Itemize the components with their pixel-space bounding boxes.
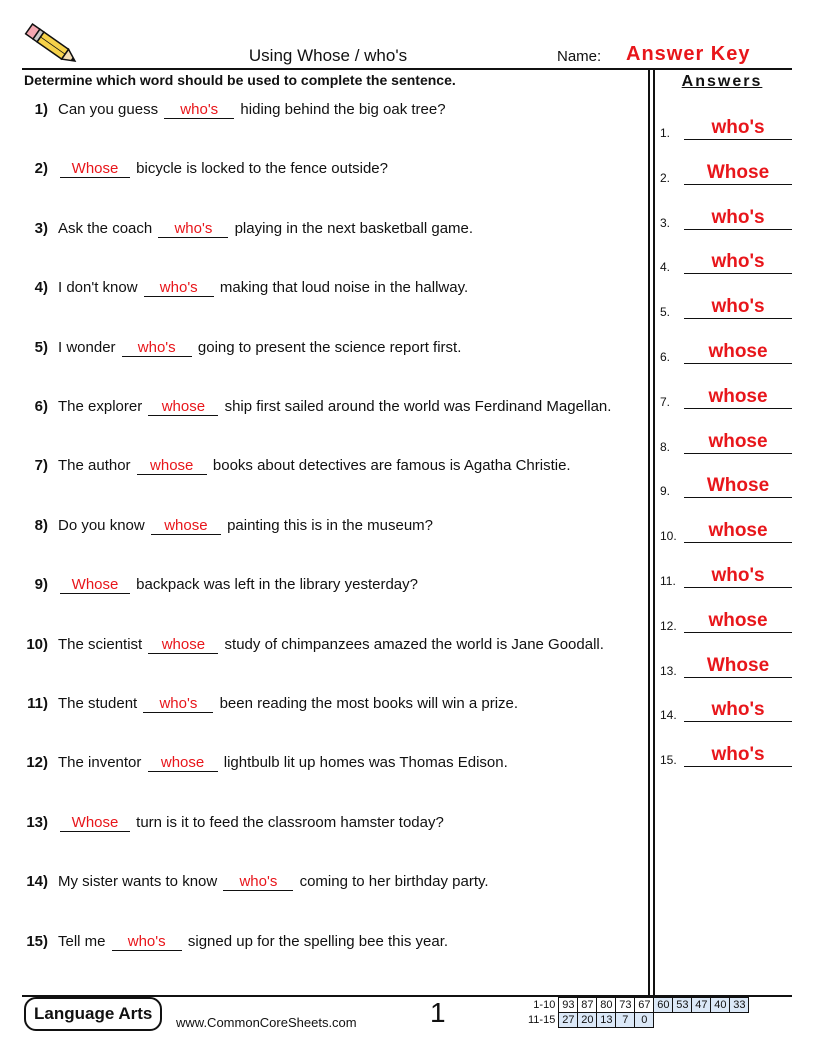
question-text-after: lightbulb lit up homes was Thomas Edison.: [223, 754, 508, 772]
score-cell: 40: [711, 998, 730, 1013]
question-row: [24, 279, 644, 297]
score-row-label: 1-10: [533, 999, 556, 1011]
question-text-before: Tell me: [58, 932, 106, 950]
question-text-before: My sister wants to know: [58, 873, 218, 891]
question-number: 15): [26, 932, 48, 950]
question-number: 12): [26, 754, 48, 772]
answer-key-number: 2.: [660, 170, 671, 185]
answer-key-value: who's: [684, 565, 792, 588]
answer-blank: whose: [137, 457, 207, 475]
score-cell: 53: [673, 998, 692, 1013]
question-text-after: hiding behind the big oak tree?: [240, 101, 446, 118]
top-divider: [22, 68, 792, 70]
question-number: 3): [34, 219, 48, 237]
score-cell: 20: [578, 1013, 597, 1028]
question-text-before: I don't know: [58, 279, 138, 297]
answer-key-value: Whose: [684, 655, 792, 678]
score-cell: 33: [730, 998, 749, 1013]
question-number: 4): [34, 279, 48, 297]
question-row: [24, 160, 644, 178]
question-number: 1): [34, 101, 48, 118]
score-cell: 80: [597, 998, 616, 1013]
answer-key-number: 6.: [660, 350, 671, 364]
answer-key-value: who's: [684, 117, 792, 140]
answer-key-row: [660, 340, 792, 364]
answer-key-value: whose: [684, 520, 792, 543]
question-text-before: Can you guess: [58, 101, 159, 118]
answer-key-value: who's: [684, 296, 792, 319]
score-cell: 60: [654, 998, 673, 1013]
answer-key-number: 4.: [660, 260, 671, 275]
answer-key-number: 9.: [660, 484, 671, 499]
answer-key-number: 10.: [660, 529, 677, 544]
question-text-after: been reading the most books will win a prize.: [219, 695, 519, 712]
answer-key-number: 7.: [660, 394, 671, 409]
answer-key-row: [660, 116, 792, 140]
question-text-after: making that loud noise in the hallway.: [219, 279, 469, 297]
score-cell: 0: [635, 1013, 654, 1028]
question-row: [24, 339, 644, 357]
answer-key-value: who's: [684, 744, 792, 767]
answer-key-row: [660, 609, 792, 633]
answer-blank: whose: [148, 398, 218, 416]
answer-key-row: [660, 743, 792, 767]
question-number: 7): [34, 457, 48, 475]
question-text-after: painting this is in the museum?: [227, 516, 434, 534]
score-cell: 7: [616, 1013, 635, 1028]
question-row: [24, 695, 644, 713]
answer-blank: Whose: [60, 160, 130, 178]
answer-key-number: 11.: [660, 574, 676, 588]
question-row: [24, 220, 644, 238]
question-row: [24, 457, 644, 475]
answer-blank: who's: [158, 220, 228, 238]
question-text-after: ship first sailed around the world was Ferdinand Magellan.: [224, 398, 612, 415]
question-row: [24, 754, 644, 772]
answer-key-number: 13.: [660, 663, 677, 678]
question-row: [24, 576, 644, 594]
answer-blank: who's: [112, 933, 182, 951]
question-text-before: Do you know: [58, 516, 145, 534]
question-text-after: bicycle is locked to the fence outside?: [136, 160, 388, 178]
answer-key-number: 14.: [660, 708, 677, 723]
answer-key-row: [660, 474, 792, 498]
instructions: Determine which word should be used to complete the sentence.: [24, 72, 456, 88]
question-row: [24, 101, 644, 119]
answer-blank: Whose: [60, 814, 130, 832]
score-cell: 93: [559, 998, 578, 1013]
question-text-before: I wonder: [58, 338, 116, 356]
answer-key-value: whose: [684, 610, 792, 633]
question-number: 5): [34, 338, 48, 356]
answer-blank: who's: [144, 279, 214, 297]
answer-key-value: Whose: [684, 475, 792, 498]
answers-heading: Answers: [681, 73, 763, 90]
answer-key-row: [660, 161, 792, 185]
score-cell: 27: [559, 1013, 578, 1028]
answer-key-row: [660, 206, 792, 230]
answer-key-row: [660, 564, 792, 588]
question-number: 10): [26, 635, 48, 653]
answer-blank: who's: [122, 339, 192, 357]
question-row: [24, 517, 644, 535]
site-url: www.CommonCoreSheets.com: [176, 1015, 357, 1030]
question-text-after: signed up for the spelling bee this year.: [187, 932, 449, 950]
question-number: 8): [34, 516, 48, 534]
answer-key-number: 5.: [660, 305, 671, 320]
question-number: 11): [27, 695, 48, 712]
answer-blank: who's: [164, 101, 234, 119]
answer-blank: whose: [151, 517, 221, 535]
question-text-before: The inventor: [58, 754, 142, 772]
question-row: [24, 398, 644, 416]
answer-key-value: who's: [684, 699, 792, 722]
answer-blank: whose: [148, 636, 218, 654]
question-text-after: books about detectives are famous is Agatha Christie.: [212, 457, 571, 475]
question-text-after: going to present the science report first.: [197, 338, 462, 356]
score-cell: 13: [597, 1013, 616, 1028]
answer-key-number: 8.: [660, 439, 671, 454]
answer-key-value: whose: [684, 341, 792, 364]
answer-key-row: [660, 385, 792, 409]
score-row: [526, 1013, 749, 1028]
answer-key-number: 1.: [660, 126, 671, 140]
question-number: 13): [26, 813, 48, 831]
question-number: 2): [34, 160, 48, 178]
score-cell: 67: [635, 998, 654, 1013]
score-row-label: 11-15: [528, 1014, 556, 1026]
subject-badge: Language Arts: [24, 997, 162, 1031]
question-text-before: Ask the coach: [58, 219, 153, 237]
score-cell: 87: [578, 998, 597, 1013]
worksheet-title: Using Whose / who's: [248, 46, 408, 65]
answer-key-value: whose: [684, 431, 792, 454]
question-number: 9): [34, 576, 48, 594]
question-row: [24, 933, 644, 951]
question-text-after: turn is it to feed the classroom hamster today?: [136, 813, 444, 831]
answer-key-row: [660, 250, 792, 274]
answer-key-value: Whose: [684, 162, 792, 185]
score-row: [526, 998, 749, 1013]
score-cell: 73: [616, 998, 635, 1013]
question-text-before: The student: [58, 695, 138, 712]
answer-key-row: [660, 654, 792, 678]
question-row: [24, 636, 644, 654]
answer-blank: who's: [143, 695, 213, 713]
question-number: 14): [26, 873, 48, 891]
question-row: [24, 814, 644, 832]
question-row: [24, 873, 644, 891]
page-number: 1: [430, 997, 446, 1028]
answer-key-value: who's: [684, 251, 792, 274]
answer-blank: Whose: [60, 576, 130, 594]
answer-key-row: [660, 430, 792, 454]
question-text-before: The explorer: [58, 398, 143, 415]
answer-blank: whose: [148, 754, 218, 772]
answer-key-value: who's: [684, 207, 792, 230]
answer-key-value: whose: [684, 386, 792, 409]
column-divider: [648, 69, 650, 995]
question-text-before: The author: [58, 457, 131, 475]
name-label: Name:: [557, 48, 602, 65]
question-text-before: The scientist: [58, 635, 143, 653]
answer-key-label: Answer Key: [626, 43, 751, 65]
score-table: [526, 997, 749, 1028]
question-text-after: coming to her birthday party.: [299, 873, 489, 891]
answer-blank: who's: [223, 873, 293, 891]
answer-key-row: [660, 295, 792, 319]
score-cell: 47: [692, 998, 711, 1013]
answer-key-row: [660, 519, 792, 543]
question-text-after: study of chimpanzees amazed the world is Jane Goodall.: [224, 635, 604, 653]
column-divider: [653, 69, 655, 995]
question-text-after: playing in the next basketball game.: [234, 219, 474, 237]
question-text-after: backpack was left in the library yesterday?: [136, 576, 418, 594]
answer-key-number: 15.: [660, 753, 677, 768]
question-number: 6): [34, 398, 48, 415]
answer-key-number: 12.: [660, 618, 677, 633]
answer-key-row: [660, 698, 792, 722]
answer-key-number: 3.: [660, 215, 671, 230]
